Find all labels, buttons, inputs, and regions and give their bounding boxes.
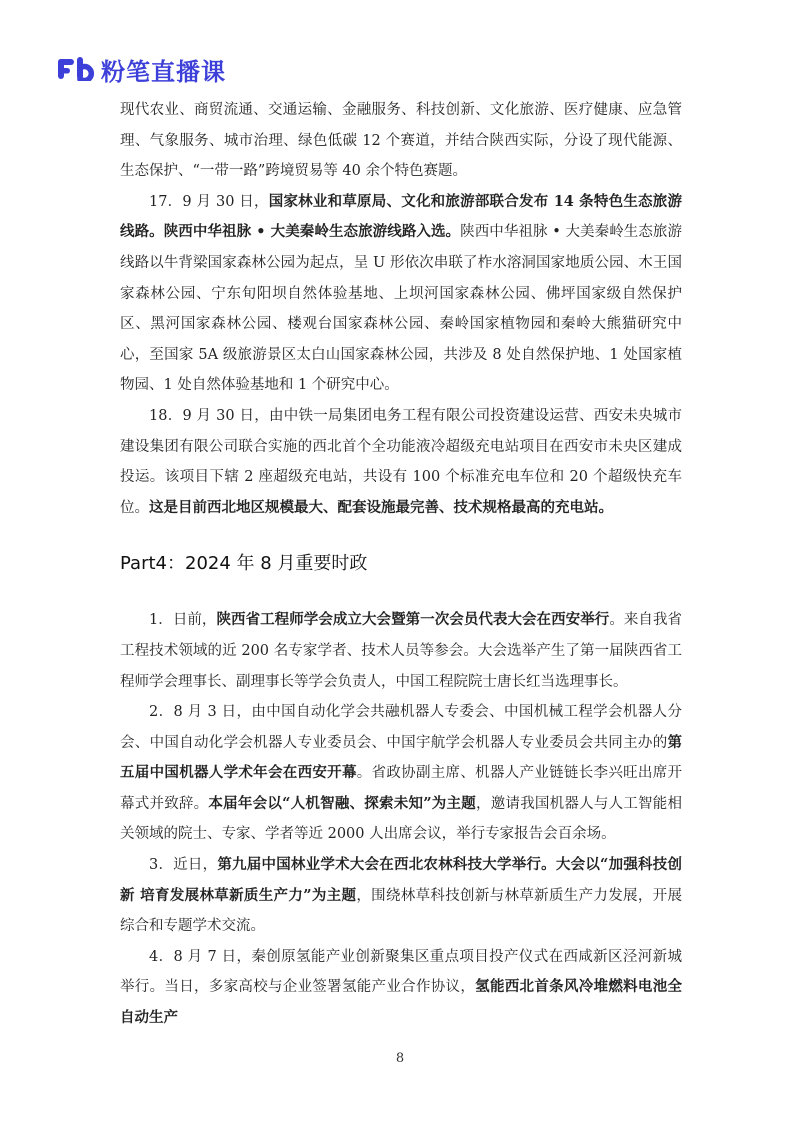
bold-text: 第九届中国林业学术大会在西北农林科技大学举行。大会以“加强科技创新 培育发展林草新质生产力”为主题 (120, 856, 682, 904)
paragraph-group-top (120, 95, 682, 523)
section-heading: Part4：2024 年 8 月重要时政 (120, 553, 368, 575)
text-run: 。来自我省工程技术领域的近 200 名专家学者、技术人员等参会。大会选举产生了第一届陕西省工程师学会理事长、副理事长等学会负责人，中国工程院院士唐长红当选理事长。 (120, 612, 683, 690)
paragraph (120, 187, 682, 401)
text-run: ，邀请我国机器人与人工智能相关领域的院士、专家、学者等近 2000 人出席会议，举行专家报告会百余场。 (120, 795, 683, 843)
bold-text: 本届年会以“人机智融、探索未知”为主题 (208, 794, 476, 812)
bold-text: 第五届中国机器人学术年会在西安开幕 (120, 733, 682, 782)
page-number: 8 (395, 1051, 405, 1066)
bold-text: 陕西省工程师学会成立大会暨第一次会员代表大会在西安举行 (216, 611, 610, 629)
text-run: 3．近日， (149, 857, 218, 874)
text-run: 4．8 月 7 日，秦创原氢能产业创新聚集区重点项目投产仪式在西咸新区泾河新城举行。当日，多家高校与企业签署氢能产业合作协议， (120, 948, 682, 996)
paragraph (120, 95, 682, 187)
paragraph-group-bottom (120, 605, 682, 1033)
text-run: 17．9 月 30 日， (149, 193, 269, 210)
paragraph (120, 942, 682, 1034)
text-run: 2．8 月 3 日，由中国自动化学会共融机器人专委会、中国机械工程学会机器人分会、中国自动化学会机器人专业委员会、中国宇航学会机器人专业委员会共同主办的 (120, 704, 682, 751)
text-run: 1．日前， (149, 612, 217, 629)
paragraph (120, 401, 682, 523)
text-run: 18．9 月 30 日，由中铁一局集团电务工程有限公司投资建设运营、西安未央城市建设集团有限公司联合实施的西北首个全功能液冷超级充电站项目在西安市未央区建成投运。该项目下辖 2 座超级充电站，共设有 100 个标准充电车位和 20 个超级快充车位。 (120, 407, 682, 516)
text-run: 陕西中华祖脉 • 大美秦岭生态旅游线路以牛背梁国家森林公园为起点，呈 U 形依次串联了柞水溶洞国家地质公园、木王国家森林公园、宁东旬阳坝自然体验基地、上坝河国家森林公园、佛坪国家级自然保护区、黑河国家森林公园、楼观台国家森林公园、秦岭国家植物园和秦岭大熊猫研究中心，至国家 5A 级旅游景区太白山国家森林公园，共涉及 8 处自然保护地、1 处国家植物园、1 处自然体验基地和 1 个研究中心。 (120, 224, 682, 394)
brand-logo (57, 55, 226, 86)
paragraph (120, 605, 682, 697)
text-run: 现代农业、商贸流通、交通运输、金融服务、科技创新、文化旅游、医疗健康、应急管理、气象服务、城市治理、绿色低碳 12 个赛道，并结合陕西实际，分设了现代能源、生态保护、“一带一路”跨境贸易等 40 余个特色赛题。 (120, 102, 682, 180)
text-run: ，围绕林草科技创新与林草新质生产力发展，开展综合和专题学术交流。 (120, 887, 683, 935)
paragraph (120, 850, 682, 942)
fb-logo-icon (57, 57, 95, 81)
bold-text: 国家林业和草原局、文化和旅游部联合发布 14 条特色生态旅游线路。陕西中华祖脉 • 大美秦岭生态旅游线路入选。 (120, 192, 682, 241)
text-run: 。省政协副主席、机器人产业链链长李兴旺出席开幕式并致辞。 (120, 765, 683, 812)
document-body (120, 95, 682, 1034)
logo-text: 粉笔直播课 (101, 57, 226, 86)
bold-text: 氢能西北首条风冷堆燃料电池全自动生产 (120, 978, 683, 1027)
paragraph (120, 697, 682, 850)
bold-text: 这是目前西北地区规模最大、配套设施最完善、技术规格最高的充电站。 (149, 498, 613, 516)
